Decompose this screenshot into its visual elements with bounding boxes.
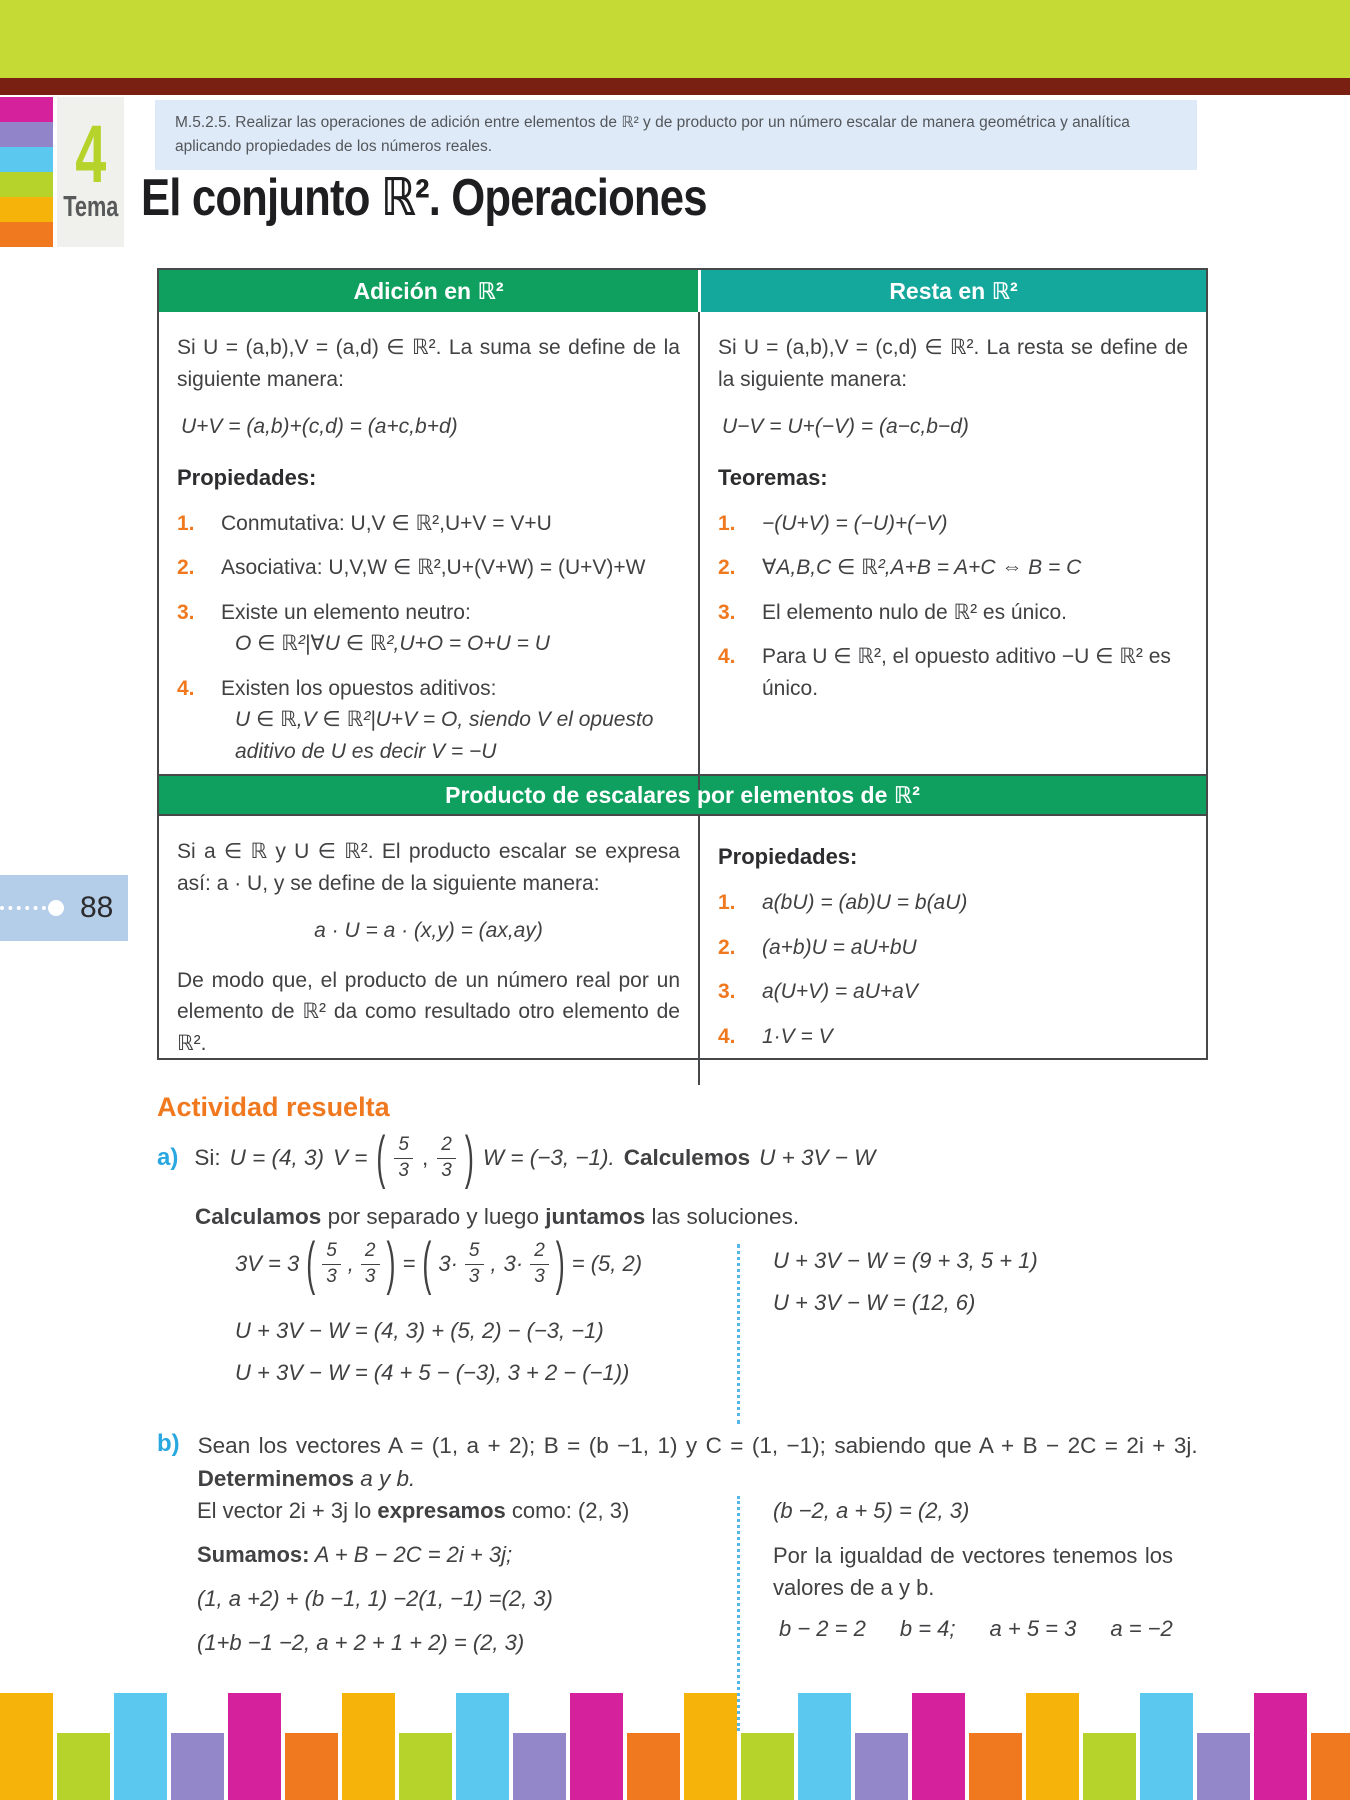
calc-result-2: U + 3V − W = (12, 6) xyxy=(773,1290,976,1315)
page-number: 88 xyxy=(80,891,114,924)
footer-bars xyxy=(0,1693,1350,1800)
b-right-line-1: (b −2, a + 5) = (2, 3) xyxy=(773,1498,970,1523)
calc-line-2: U + 3V − W = (4, 3) + (5, 2) − (−3, −1) xyxy=(235,1318,604,1343)
tema-label: Tema xyxy=(62,191,119,224)
footer-bar xyxy=(342,1693,395,1800)
list-item: 1. −(U+V) = (−U)+(−V) xyxy=(718,511,948,535)
footer-bar xyxy=(1083,1733,1136,1800)
footer-bar xyxy=(1311,1733,1350,1800)
badge-dotted-line xyxy=(0,906,46,910)
fraction: $\frac{2}{3}$ xyxy=(437,1134,456,1183)
footer-bar xyxy=(1026,1693,1079,1800)
badge-dot xyxy=(48,900,64,916)
activity-item-a: a) Si: U = (4, 3) V = ( $\frac{5}{3}$ , $\frac{2}{3}$ ) W = (−3, −1). Calculemos U + 3V − W xyxy=(157,1124,876,1190)
sidebar-color-strip xyxy=(0,97,53,247)
footer-bar xyxy=(114,1693,167,1800)
page-title: El conjunto ℝ². Operaciones xyxy=(141,169,707,227)
list-item: 2. ∀A,B,C ∈ ℝ²,A+B = A+C ⇔ B = C xyxy=(718,556,1082,579)
activity-item-b: b) Sean los vectores A = (1, a + 2); B = (b −1, 1) y C = (1, −1); sabiendo que A + B − 2C = 2i + 3j. Determinemos a y b. xyxy=(157,1430,1198,1491)
close-paren: ) xyxy=(386,1230,396,1296)
b-left-line-2: Sumamos: A + B − 2C = 2i + 3j; xyxy=(197,1542,513,1567)
header-resta: Resta en ℝ² xyxy=(698,270,1206,312)
footer-bar xyxy=(912,1693,965,1800)
header-adicion: Adición en ℝ² xyxy=(159,270,698,312)
activity-section xyxy=(157,1092,1217,1692)
sidebar-color-square xyxy=(0,97,53,122)
b-right-line-2: Por la igualdad de vectores tenemos los valores de a y b. xyxy=(773,1543,1173,1600)
calc-line-3: U + 3V − W = (4 + 5 − (−3), 3 + 2 − (−1)) xyxy=(235,1360,630,1385)
dotted-divider-a xyxy=(737,1244,740,1424)
resta-cell xyxy=(698,312,1206,790)
close-paren: ) xyxy=(555,1230,565,1296)
page-number-badge xyxy=(0,875,128,941)
footer-bar xyxy=(570,1693,623,1800)
table1-header-row xyxy=(159,270,1206,312)
propiedades2-title: Propiedades: xyxy=(718,844,858,869)
sidebar-color-square xyxy=(0,147,53,172)
header-producto: Producto de escalares por elementos de ℝ² xyxy=(159,774,1206,816)
adicion-cell xyxy=(159,312,698,790)
fraction: $\frac{5}{3}$ xyxy=(465,1240,484,1289)
b-left-line-4: (1+b −1 −2, a + 2 + 1 + 2) = (2, 3) xyxy=(197,1630,525,1655)
footer-bar xyxy=(1140,1693,1193,1800)
producto-intro: Si a ∈ ℝ y U ∈ ℝ². El producto escalar se expresa así: a · U, y se define de la siguiente manera: xyxy=(177,840,680,895)
top-maroon-band xyxy=(0,78,1350,95)
item-a-label: a) xyxy=(157,1144,179,1172)
sidebar-color-square xyxy=(0,197,53,222)
footer-bar xyxy=(513,1733,566,1800)
adicion-formula: U+V = (a,b)+(c,d) = (a+c,b+d) xyxy=(181,415,458,438)
producto-cell xyxy=(159,816,698,1085)
footer-bar xyxy=(228,1693,281,1800)
b-right-results: b − 2 = 2 b = 4; a + 5 = 3 a = −2 xyxy=(779,1616,1173,1641)
open-paren: ( xyxy=(422,1230,432,1296)
sidebar-color-square xyxy=(0,222,53,247)
operations-table xyxy=(157,268,1208,1060)
calc-result-1: U + 3V − W = (9 + 3, 5 + 1) xyxy=(773,1248,1038,1273)
b-left-line-3: (1, a +2) + (b −1, 1) −2(1, −1) =(2, 3) xyxy=(197,1586,553,1611)
resta-intro: Si U = (a,b),V = (c,d) ∈ ℝ². La resta se define de la siguiente manera: xyxy=(718,336,1188,391)
open-paren: ( xyxy=(376,1124,386,1190)
propiedades-title: Propiedades: xyxy=(177,464,317,490)
footer-bar xyxy=(627,1733,680,1800)
list-item: 4. Para U ∈ ℝ², el opuesto aditivo −U ∈ ℝ² es único. xyxy=(718,645,1171,700)
activity-note: Calculamos por separado y luego juntamos las soluciones. xyxy=(195,1204,800,1229)
footer-bar xyxy=(741,1733,794,1800)
fraction: $\frac{2}{3}$ xyxy=(361,1240,380,1289)
list-item: 4. 1·V = V xyxy=(718,1024,833,1048)
footer-bar xyxy=(1197,1733,1250,1800)
sidebar-color-square xyxy=(0,122,53,147)
footer-bar xyxy=(684,1693,737,1800)
footer-bar xyxy=(57,1733,110,1800)
table1-body xyxy=(159,312,1206,774)
producto-formula: a · U = a · (x,y) = (ax,ay) xyxy=(314,919,543,942)
tema-box xyxy=(57,97,124,247)
list-item: 3. Existe un elemento neutro: O ∈ ℝ²|∀U ∈ ℝ²,U+O = O+U = U xyxy=(177,600,550,655)
list-item: 1. Conmutativa: U,V ∈ ℝ²,U+V = V+U xyxy=(177,511,552,535)
resta-formula: U−V = U+(−V) = (a−c,b−d) xyxy=(722,415,969,438)
tema-number: 4 xyxy=(74,108,106,200)
footer-bar xyxy=(456,1693,509,1800)
curriculum-note: M.5.2.5. Realizar las operaciones de adición entre elementos de ℝ² y de producto por un número escalar de manera geométrica y analítica aplicando propiedades de los números reales. xyxy=(155,100,1197,170)
footer-bar xyxy=(171,1733,224,1800)
list-item: 3. a(U+V) = aU+aV xyxy=(718,980,918,1003)
footer-bar xyxy=(1254,1693,1307,1800)
sidebar-color-square xyxy=(0,172,53,197)
producto-para: De modo que, el producto de un número real por un elemento de ℝ² da como resultado otro elemento de ℝ². xyxy=(177,968,680,1055)
list-item: 4. Existen los opuestos aditivos: U ∈ ℝ,V ∈ ℝ²|U+V = O, siendo V el opuesto aditivo de U es decir V = −U xyxy=(177,676,654,763)
teoremas-title: Teoremas: xyxy=(718,464,828,490)
top-lime-band xyxy=(0,0,1350,78)
producto-props-cell xyxy=(698,816,1206,1085)
list-item: 2. (a+b)U = aU+bU xyxy=(718,935,917,959)
footer-bar xyxy=(798,1693,851,1800)
footer-bar xyxy=(0,1693,53,1800)
table2-body xyxy=(159,816,1206,1058)
footer-bar xyxy=(285,1733,338,1800)
fraction: $\frac{2}{3}$ xyxy=(530,1240,549,1289)
fraction: $\frac{5}{3}$ xyxy=(322,1240,341,1289)
footer-bar xyxy=(399,1733,452,1800)
open-paren: ( xyxy=(306,1230,316,1296)
list-item: 1. a(bU) = (ab)U = b(aU) xyxy=(718,891,968,914)
footer-bar xyxy=(969,1733,1022,1800)
item-b-label: b) xyxy=(157,1430,180,1457)
adicion-intro: Si U = (a,b),V = (a,d) ∈ ℝ². La suma se define de la siguiente manera: xyxy=(177,336,680,391)
fraction: $\frac{5}{3}$ xyxy=(394,1134,413,1183)
footer-bar xyxy=(855,1733,908,1800)
list-item: 2. Asociativa: U,V,W ∈ ℝ²,U+(V+W) = (U+V)+W xyxy=(177,556,646,579)
activity-title: Actividad resuelta xyxy=(157,1092,390,1122)
b-left-line-1: El vector 2i + 3j lo expresamos como: (2, 3) xyxy=(197,1498,630,1523)
list-item: 3. El elemento nulo de ℝ² es único. xyxy=(718,600,1067,624)
calc-line-1: 3V = 3 ( $\frac{5}{3}$ , $\frac{2}{3}$ ) = ( 3· $\frac{5}{3}$ , 3· $\frac{2}{3}$ ) = (5, 2) xyxy=(235,1230,643,1296)
close-paren: ) xyxy=(464,1124,474,1190)
